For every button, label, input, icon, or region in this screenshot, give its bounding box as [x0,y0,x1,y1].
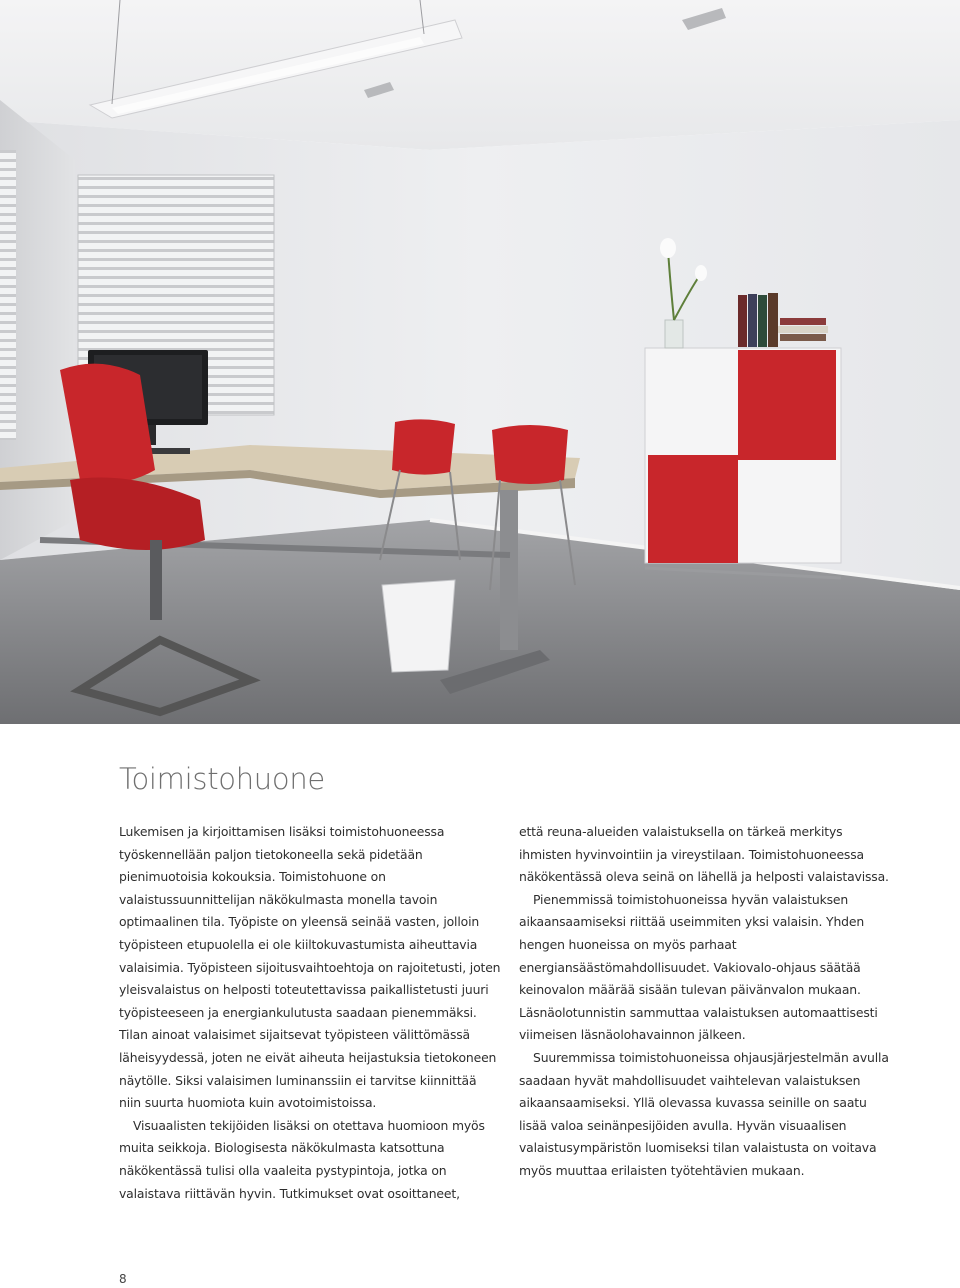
paragraph: Visuaalisten tekijöiden lisäksi on otettava huomioon myös muita seikkoja. Biologisesta näkökulmasta katsottuna näkökentässä tulisi olla vaaleita pystypintoja, jotka on valaistava riittävän hyvin. Tutkimukset ovat osoittaneet, [119,1117,485,1201]
page-number: 8 [119,1272,127,1286]
text-column-left [119,821,501,1205]
paragraph: että reuna-alueiden valaistuksella on tärkeä merkitys ihmisten hyvinvointiin ja vireystilaan. Toimistohuoneessa näkökentässä oleva seinä on lähellä ja helposti valaistavissa. [519,824,889,885]
paragraph: Lukemisen ja kirjoittamisen lisäksi toimistohuoneessa työskennellään paljon tietokoneella sekä pidetään pienimuotoisia kokouksia. Toimistohuone on valaistussuunnittelijan näkökulmasta monella tavoin optimaalinen tila. Työpiste on yleensä seinää vasten, jolloin työpisteen etupuolella ei ole kiiltokuvastumista aiheuttavia valaisimia. Työpisteen sijoitusvaihtoehtoja on rajoitetusti, joten yleisvalaistus on helposti toteutettavissa paikallistetusti juuri työpisteeseen ja energiankulutusta saadaan pienemmäksi. Tilan ainoat valaisimet sijaitsevat työpisteen välittömässä läheisyydessä, joten ne eivät aiheuta heijastuksia tietokoneen näytölle. Siksi valaisimen luminanssiin ei tarvitse kiinnittää niin suurta huomiota kuin avotoimistoissa. [119,824,501,1111]
paragraph: Pienemmissä toimistohuoneissa hyvän valaistuksen aikaansaamiseksi riittää useimmiten yksi valaisin. Yhden hengen huoneissa on myös parhaat energiansäästömahdollisuudet. Vakiovalo-ohjaus säätää keinovalon määrää sisään tulevan päivänvalon mukaan. Läsnäolotunnistin sammuttaa valaistuksen automaattisesti viimeisen läsnäolohavainnon jälkeen. [519,891,878,1043]
paragraph: Suuremmissa toimistohuoneissa ohjausjärjestelmän avulla saadaan hyvät mahdollisuudet vaihtelevan valaistuksen aikaansaamiseksi. Yllä olevassa kuvassa seinille on saatu lisää valoa seinänpesijöiden avulla. Hyvän visuaalisen valaistusympäristön luomiseksi tilan valaistusta on voitava myös muuttaa erilaisten työtehtävien mukaan. [519,1049,889,1178]
page-title: Toimistohuone [119,762,325,796]
text-column-right [519,821,891,1183]
